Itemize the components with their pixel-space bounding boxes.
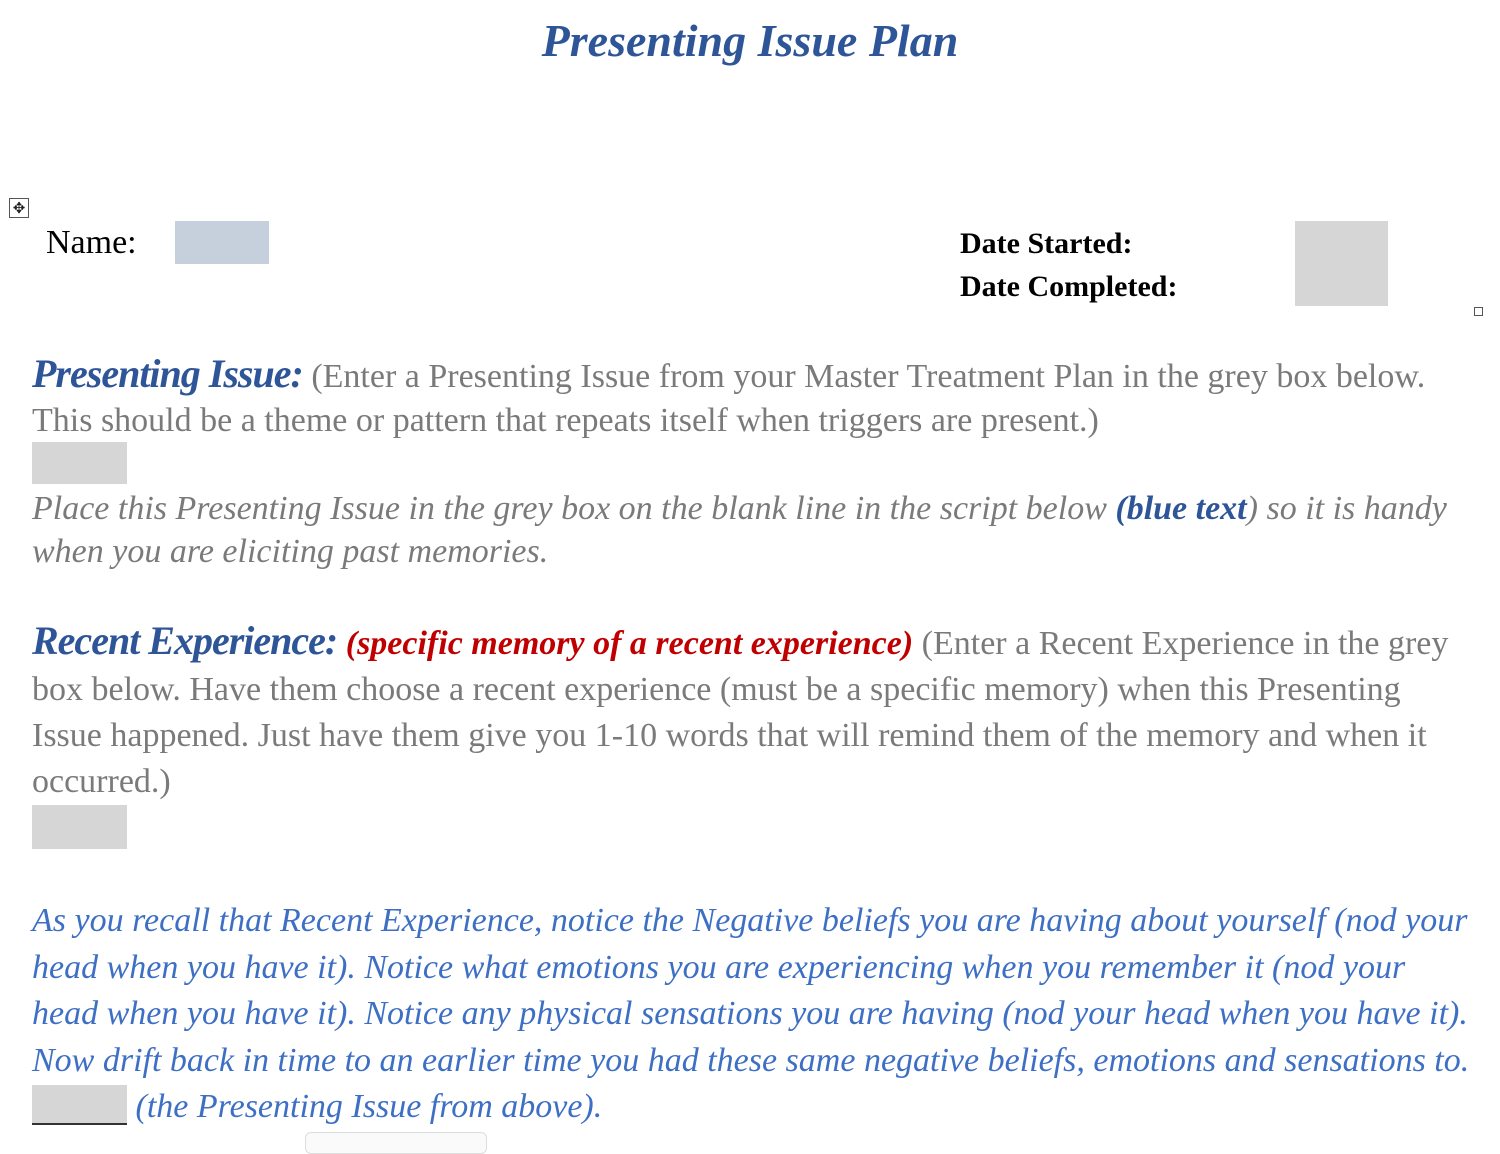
- date-field[interactable]: [1295, 221, 1388, 306]
- recent-experience-paragraph: [32, 618, 1472, 805]
- note-text-before: Place this Presenting Issue in the grey box on the blank line in the script below: [32, 490, 1116, 527]
- name-label: Name:: [46, 224, 137, 261]
- note-text-after: ) so it is handy when you are eliciting past memories.: [32, 490, 1447, 570]
- table-move-handle-icon[interactable]: ✥: [9, 198, 29, 218]
- presenting-issue-instructions: (Enter a Presenting Issue from your Master Treatment Plan in the grey box below. This should be a theme or pattern that repeats itself when triggers are present.): [32, 358, 1426, 439]
- date-completed-label: Date Completed:: [960, 270, 1178, 303]
- bottom-tab: [305, 1132, 487, 1154]
- script-text-before: As you recall that Recent Experience, notice the Negative beliefs you are having about yourself (nod your head when you have it). Notice what emotions you are experiencing when you remember it (nod your head when you have it). Notice any physical sensations you are having (nod your head when you have it). Now drift back in time to an earlier time you had these same negative beliefs, emotions and sensations to.: [32, 902, 1470, 1079]
- date-labels: [960, 222, 1177, 308]
- date-started-label: Date Started:: [960, 227, 1133, 260]
- script-text-after: (the Presenting Issue from above).: [127, 1088, 603, 1125]
- recent-experience-field[interactable]: [32, 805, 127, 849]
- recent-experience-subheading: (specific memory of a recent experience): [337, 625, 914, 662]
- name-field[interactable]: [175, 221, 269, 264]
- note-emphasis: (blue text: [1115, 490, 1247, 527]
- presenting-issue-paragraph: [32, 352, 1472, 443]
- script-paragraph: [32, 898, 1472, 1131]
- presenting-issue-field[interactable]: [32, 442, 127, 484]
- recent-experience-instructions: (Enter a Recent Experience in the grey box below. Have them choose a recent experience (must be a specific memory) when this Presenting Issue happened. Just have them give you 1-10 words that will remind them of the memory and when it occurred.): [32, 625, 1449, 800]
- recent-experience-heading: Recent Experience:: [32, 618, 338, 663]
- presenting-issue-note: [32, 487, 1472, 573]
- script-presenting-issue-field[interactable]: [32, 1085, 127, 1125]
- document-title: Presenting Issue Plan: [541, 15, 959, 66]
- presenting-issue-heading: Presenting Issue:: [32, 351, 303, 396]
- table-resize-handle[interactable]: [1474, 307, 1483, 316]
